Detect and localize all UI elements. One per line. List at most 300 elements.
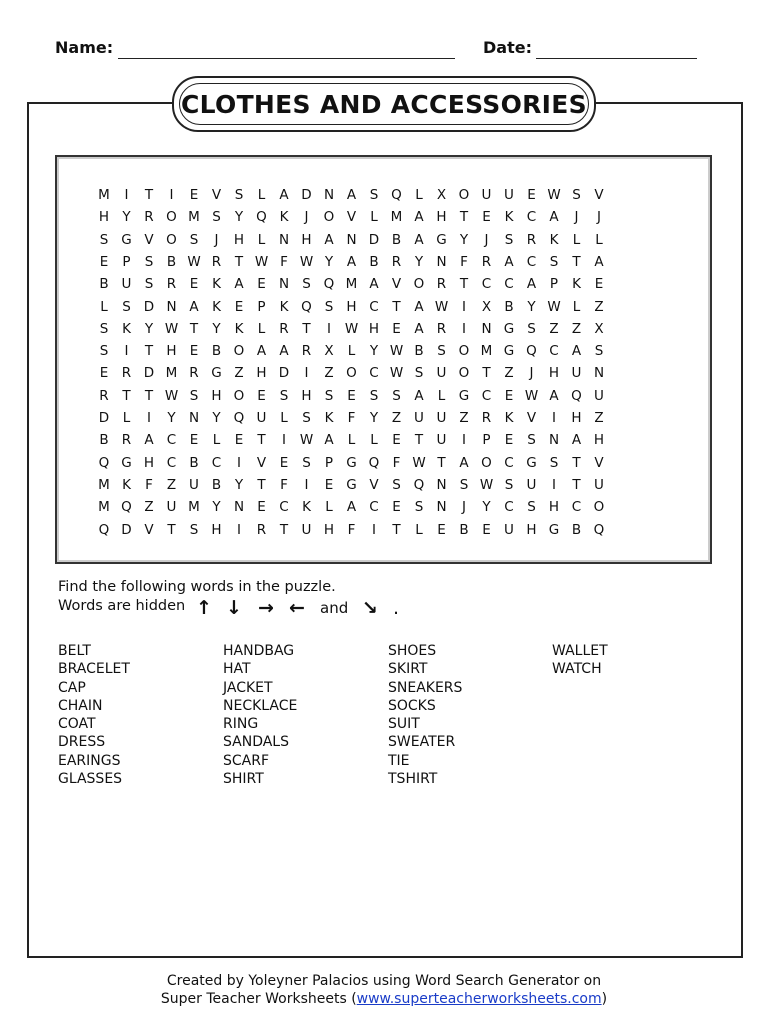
name-label: Name: [55,38,114,57]
grid-letter: E [189,276,199,293]
grid-letter: S [369,387,379,404]
grid-letter: O [458,365,470,382]
grid-letter: L [370,209,378,226]
grid-letter: G [503,320,515,337]
grid-letter: A [549,387,559,404]
grid-letter: T [414,432,424,449]
grid-letter: M [98,476,110,493]
grid-letter: L [280,410,288,426]
grid-letter: S [392,387,401,404]
grid-letter: T [279,521,289,538]
word-list-item: WATCH [552,661,602,678]
grid-letter: J [462,499,466,516]
grid-letter: O [458,343,470,360]
word-list-item: SHOES [388,643,437,659]
grid-letter: A [324,432,334,449]
word-list-item: SOCKS [388,697,436,714]
word-list-item: SWEATER [388,734,456,751]
grid-letter: Y [459,231,469,248]
grid-letter: W [299,432,314,449]
grid-letter: W [434,298,449,315]
grid-letter: S [234,187,244,203]
grid-letter: F [392,454,401,471]
page-title: CLOTHES AND ACCESSORIES [181,90,587,119]
grid-letter: L [257,231,266,248]
grid-letter: B [414,343,424,360]
grid-letter: D [98,410,110,426]
grid-letter: K [504,410,514,426]
grid-letter: R [481,410,492,426]
grid-letter: E [99,365,109,382]
grid-letter: L [122,410,131,426]
grid-letter: I [462,432,466,449]
grid-letter: M [98,499,110,516]
grid-letter: L [437,387,446,404]
grid-letter: I [552,476,556,493]
grid-letter: V [391,276,402,293]
grid-letter: T [392,521,401,538]
grid-letter: V [594,454,604,471]
grid-letter: N [166,298,177,315]
grid-letter: T [144,343,154,360]
grid-letter: Q [368,454,380,471]
grid-letter: S [459,476,469,493]
grid-letter: R [144,209,154,226]
grid-letter: Z [571,320,582,337]
word-list-item: SHIRT [223,771,264,788]
grid-letter: E [234,432,244,449]
grid-letter: A [346,253,357,270]
grid-letter: I [237,454,241,471]
grid-letter: C [279,499,289,516]
grid-letter: R [121,432,132,449]
grid-letter: R [436,320,447,337]
grid-letter: E [324,476,334,493]
grid-letter: C [504,276,514,293]
grid-letter: N [188,410,200,426]
grid-letter: Z [459,410,469,426]
instructions-line1: Find the following words in the puzzle. [58,579,336,595]
name-field[interactable] [118,58,455,59]
grid-letter: L [370,432,378,449]
grid-letter: A [256,343,267,360]
arrow-down-icon: ↓ [226,597,242,619]
grid-letter: C [166,432,177,449]
grid-letter: T [167,521,176,538]
grid-letter: J [574,209,579,226]
grid-letter: A [571,343,582,360]
grid-letter: D [121,521,132,538]
grid-letter: I [237,521,241,538]
word-list-item: COAT [58,716,96,733]
grid-letter: H [211,387,222,404]
grid-letter: S [99,320,109,337]
grid-letter: H [233,231,245,248]
word-list-item: SCARF [223,752,270,769]
grid-letter: J [484,231,489,248]
grid-letter: F [280,253,288,270]
grid-letter: B [211,343,222,360]
grid-letter: G [503,343,515,360]
grid-letter: G [458,387,470,404]
grid-letter: Y [234,209,244,226]
grid-letter: I [282,432,286,449]
grid-letter: N [346,231,357,248]
grid-letter: O [233,343,245,360]
grid-letter: K [324,410,334,426]
grid-letter: E [392,320,401,337]
grid-letter: V [144,231,154,248]
grid-letter: T [572,476,581,493]
grid-letter: I [327,320,331,337]
grid-letter: D [368,231,380,248]
grid-letter: B [99,432,109,449]
grid-letter: N [278,231,290,248]
grid-letter: A [504,253,514,270]
grid-letter: J [597,209,601,226]
date-field[interactable] [536,58,697,59]
word-list-column-4 [552,642,608,679]
grid-letter: O [346,365,357,382]
grid-letter: Y [369,343,379,360]
grid-letter: Q [98,521,110,538]
grid-letter: U [436,410,447,426]
word-list-item: CHAIN [58,697,103,714]
grid-letter: I [169,187,174,203]
grid-letter: M [165,365,178,382]
grid-letter: E [257,387,266,404]
word-list-item: CAP [58,679,86,696]
word-list-item: GLASSES [58,771,123,788]
grid-letter: A [234,276,244,293]
grid-letter: A [549,209,559,226]
grid-letter: W [164,320,179,337]
grid-letter: R [121,365,132,382]
grid-letter: B [211,476,222,493]
word-list-item: TSHIRT [388,771,438,788]
word-list-item: NECKLACE [223,697,298,714]
grid-letter: I [304,476,309,493]
grid-letter: Q [571,387,582,404]
grid-letter: S [504,476,514,493]
arrow-down-right-icon: ↘ [362,597,378,619]
grid-letter: V [211,187,222,203]
grid-letter: W [547,298,561,315]
grid-letter: U [571,365,582,382]
grid-letter: O [413,276,425,293]
grid-letter: C [481,276,492,293]
grid-letter: T [144,387,154,404]
grid-letter: W [547,187,561,203]
grid-letter: N [436,253,447,270]
grid-letter: P [122,253,131,270]
grid-letter: Q [98,454,110,471]
grid-letter: R [166,276,177,293]
grid-letter: T [189,320,199,337]
footer-link[interactable]: www.superteacherworksheets.com [356,991,602,1007]
grid-letter: W [479,476,494,493]
word-list-item: EARINGS [58,752,121,769]
grid-letter: T [459,209,469,226]
grid-letter: Z [144,499,154,516]
grid-letter: H [346,298,357,315]
grid-letter: S [572,187,581,203]
grid-letter: A [414,231,424,248]
grid-letter: E [392,499,401,516]
grid-letter: C [481,387,492,404]
grid-letter: N [436,476,447,493]
grid-letter: M [480,343,493,360]
grid-letter: R [189,365,199,382]
grid-letter: L [100,298,108,315]
grid-letter: E [189,432,199,449]
grid-letter: Q [391,187,402,203]
grid-letter: J [304,209,309,226]
grid-letter: P [482,432,491,449]
grid-letter: C [549,343,559,360]
grid-letter: A [414,320,424,337]
grid-letter: E [437,521,446,538]
grid-letter: K [504,209,514,226]
grid-letter: A [414,209,424,226]
grid-letter: P [549,276,559,293]
grid-letter: K [572,276,581,293]
grid-letter: W [389,343,404,360]
grid-letter: T [234,253,244,270]
grid-letter: S [504,231,514,248]
grid-letter: V [594,187,604,203]
grid-letter: Y [324,253,334,270]
grid-letter: H [548,365,560,382]
grid-letter: L [257,187,266,203]
grid-letter: J [529,365,534,382]
grid-letter: G [346,476,357,493]
grid-letter: O [481,454,492,471]
grid-letter: A [571,432,582,449]
grid-letter: A [594,253,604,270]
grid-letter: Q [121,499,132,516]
grid-letter: Z [549,320,559,337]
grid-letter: K [549,231,559,248]
grid-letter: H [571,410,582,426]
grid-letter: G [121,454,132,471]
grid-letter: L [572,298,581,315]
grid-letter: I [462,298,466,315]
grid-letter: J [214,231,219,248]
grid-letter: S [324,298,334,315]
grid-letter: S [279,387,289,404]
grid-letter: O [593,499,605,516]
grid-letter: M [390,209,403,226]
word-list-item: SKIRT [388,661,428,678]
grid-letter: Y [212,410,221,426]
grid-letter: L [212,432,221,449]
grid-letter: A [459,454,469,471]
grid-letter: Y [482,499,491,516]
grid-letter: S [549,454,559,471]
grid-letter: Q [256,209,267,226]
grid-letter: M [345,276,358,293]
grid-letter: I [552,410,556,426]
grid-letter: W [344,320,359,337]
grid-letter: S [414,499,424,516]
grid-letter: B [369,253,379,270]
grid-letter: E [189,187,199,203]
grid-letter: S [527,320,536,337]
grid-letter: N [233,499,245,516]
grid-letter: S [414,365,424,382]
grid-letter: T [482,365,491,382]
grid-letter: S [189,231,199,248]
grid-letter: Y [414,253,424,270]
header-row [55,38,705,62]
grid-letter: A [279,343,289,360]
grid-letter: S [144,253,154,270]
grid-letter: E [234,298,244,315]
grid-letter: E [527,187,536,203]
grid-letter: B [571,521,582,538]
grid-letter: D [143,298,155,315]
grid-letter: L [572,231,581,248]
grid-letter: X [324,343,334,360]
grid-letter: R [99,387,109,404]
grid-letter: W [389,365,404,382]
grid-letter: K [279,209,289,226]
date-label: Date: [483,38,532,57]
grid-letter: U [504,521,514,538]
grid-letter: S [144,276,154,293]
grid-letter: U [436,432,447,449]
and-label: and [320,599,349,617]
grid-letter: Q [323,276,335,293]
grid-letter: U [414,410,424,426]
grid-letter: Z [504,365,514,382]
grid-letter: F [347,410,356,426]
grid-letter: E [189,343,199,360]
grid-letter: V [256,454,267,471]
word-list-item: SANDALS [223,734,289,751]
grid-letter: N [548,432,560,449]
word-list-item: SUIT [388,716,420,733]
grid-letter: U [256,410,267,426]
grid-letter: L [347,432,356,449]
grid-letter: H [323,521,335,538]
grid-letter: K [212,276,221,293]
title-banner [172,76,596,132]
period-label: . [393,597,400,619]
grid-letter: G [346,454,357,471]
grid-letter: N [278,276,290,293]
grid-letter: L [347,343,356,360]
grid-letter: T [302,320,311,337]
grid-letter: B [99,276,109,293]
grid-letter: L [257,320,266,337]
grid-letter: X [436,187,447,203]
grid-letter: U [481,187,492,203]
grid-letter: R [211,253,222,270]
grid-letter: O [323,209,335,226]
grid-letter: T [392,298,401,315]
grid-letter: S [189,387,199,404]
grid-letter: D [143,365,155,382]
grid-letter: R [481,253,492,270]
grid-letter: S [189,521,199,538]
grid-letter: S [324,387,334,404]
word-list-item: TIE [388,752,410,769]
grid-letter: H [368,320,380,337]
grid-letter: L [415,521,423,538]
grid-letter: G [436,231,447,248]
grid-letter: C [211,454,222,471]
grid-letter: S [369,187,379,203]
grid-letter: Q [233,410,245,426]
grid-letter: U [121,276,132,293]
grid-letter: E [99,253,109,270]
grid-letter: H [211,521,222,538]
grid-letter: G [548,521,560,538]
grid-letter: Y [212,320,221,337]
grid-letter: M [188,499,200,516]
grid-letter: O [166,209,177,226]
grid-letter: T [459,276,469,293]
grid-letter: R [256,521,267,538]
grid-letter: K [279,298,289,315]
grid-letter: A [346,499,357,516]
grid-letter: R [279,320,289,337]
grid-letter: E [482,521,491,538]
grid-letter: A [526,276,537,293]
grid-letter: S [99,231,109,248]
grid-letter: E [347,387,356,404]
grid-letter: V [369,476,379,493]
grid-letter: G [211,365,222,382]
grid-letter: F [280,476,288,493]
word-list-item: BRACELET [58,661,130,678]
grid-letter: Z [324,365,334,382]
grid-letter: Z [594,298,604,315]
grid-letter: U [301,521,312,538]
grid-letter: C [571,499,582,516]
word-list-column-1 [58,642,130,788]
grid-letter: E [504,387,514,404]
grid-letter: W [412,454,426,471]
grid-letter: B [391,231,402,248]
grid-letter: I [462,320,466,337]
grid-letter: T [122,387,131,404]
grid-letter: C [369,298,379,315]
grid-letter: B [166,253,177,270]
grid-letter: O [166,231,177,248]
grid-letter: T [257,432,266,449]
grid-letter: W [254,253,269,270]
word-list-column-2 [223,642,297,788]
grid-letter: E [257,499,266,516]
grid-letter: A [324,231,334,248]
grid-letter: Y [369,410,379,426]
grid-letter: P [324,454,334,471]
grid-letter: U [594,387,604,404]
grid-letter: K [234,320,244,337]
grid-letter: E [482,209,491,226]
word-list-item: WALLET [552,643,608,659]
word-list-item: HANDBAG [223,643,295,659]
grid-letter: A [189,298,199,315]
grid-letter: Q [593,521,605,538]
grid-letter: Z [166,476,177,493]
grid-letter: T [572,253,581,270]
grid-letter: U [189,476,199,493]
grid-letter: I [304,365,309,382]
